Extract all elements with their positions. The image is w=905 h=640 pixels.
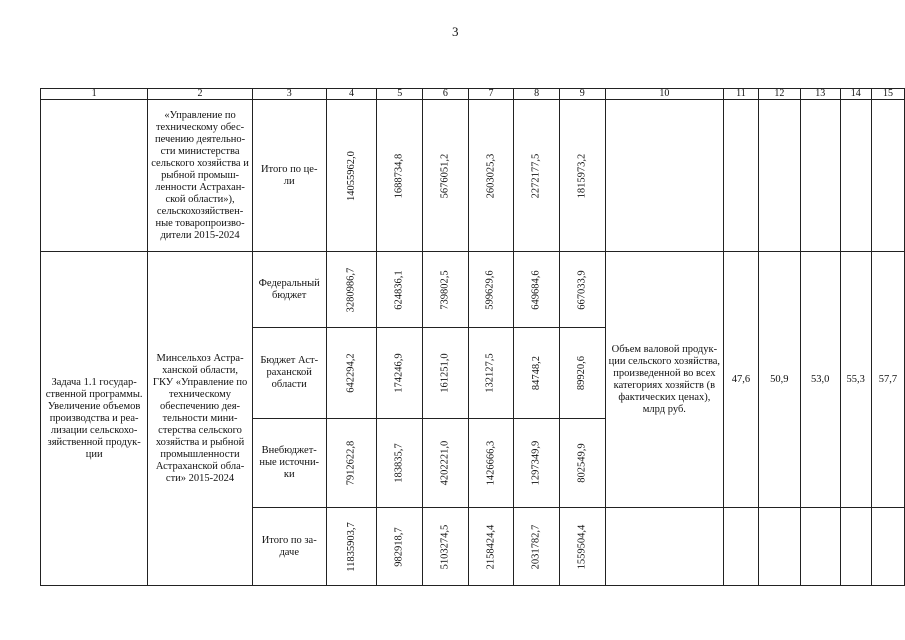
task-row-federal <box>41 252 905 328</box>
indicator-value: 55,3 <box>846 373 865 385</box>
funding-value: 4202221,0 <box>439 440 451 486</box>
funding-value: 982918,7 <box>393 526 405 567</box>
funding-value: 642294,2 <box>345 353 357 393</box>
header-cell: 3 <box>252 89 326 100</box>
goal-value: 1815973,2 <box>576 153 588 198</box>
funding-source: Федеральный бюджет <box>258 277 320 301</box>
funding-value: 599629,6 <box>485 269 497 310</box>
funding-value: 1426666,3 <box>485 440 497 486</box>
header-row <box>41 89 905 100</box>
funding-value: 3280986,7 <box>345 267 357 312</box>
funding-value: 7912622,8 <box>345 440 357 486</box>
header-cell: 9 <box>559 89 605 100</box>
indicator-value: 47,6 <box>731 373 751 385</box>
header-cell: 11 <box>724 89 759 100</box>
funding-value: 11835903,7 <box>345 521 357 572</box>
page-number: 3 <box>452 24 459 39</box>
funding-value: 132127,5 <box>485 353 497 393</box>
funding-value: 5103274,5 <box>439 524 451 569</box>
header-cell: 5 <box>377 89 423 100</box>
goal-value: 5676051,2 <box>439 153 451 198</box>
goal-value: 2272177,5 <box>530 153 542 198</box>
funding-value: 624836,1 <box>393 269 405 310</box>
header-cell: 7 <box>468 89 514 100</box>
funding-value: 739802,5 <box>439 269 451 310</box>
indicator-value: 57,7 <box>878 373 898 385</box>
header-cell: 12 <box>758 89 800 100</box>
funding-value: 2158424,4 <box>485 524 497 569</box>
funding-value: 802549,9 <box>576 443 588 483</box>
header-cell: 4 <box>326 89 377 100</box>
funding-source: Внебюджет-ные источни-ки <box>259 445 320 480</box>
header-cell: 13 <box>800 89 840 100</box>
header-cell: 8 <box>514 89 560 100</box>
funding-value: 649684,6 <box>530 269 542 310</box>
funding-value: 89920,6 <box>576 355 588 391</box>
task-name: Задача 1.1 государ-ственной программы. Увеличение объемов производства и реа-лизации сельскохо-зяйственной продук-ции <box>45 376 143 460</box>
indicator-value: 53,0 <box>811 373 830 385</box>
indicator-name: Объем валовой продук-ции сельского хозяйства, произведенной во всех категориях хозяйств (в фактических ценах), млрд руб. <box>608 343 721 415</box>
header-cell: 2 <box>148 89 253 100</box>
header-cell: 10 <box>605 89 723 100</box>
goal-value: 1688734,8 <box>393 153 405 198</box>
funding-source: Бюджет Аст-раханской области <box>260 355 319 390</box>
funding-value: 84748,2 <box>530 355 542 391</box>
funding-value: 174246,9 <box>393 353 405 393</box>
goal-value: 14055962,0 <box>345 150 357 201</box>
task-executor: Минсельхоз Астра-ханской области, ГКУ «Управление по техническому обеспечению дея-тельности мини-стерства сельского хозяйства и рыбной промышленности Астраханской обла-сти» 2015-2024 <box>152 352 248 484</box>
funding-value: 1559504,4 <box>576 524 588 569</box>
header-cell: 14 <box>840 89 871 100</box>
header-cell: 6 <box>423 89 469 100</box>
program-table <box>40 88 905 586</box>
funding-value: 183835,7 <box>393 443 405 483</box>
indicator-value: 50,9 <box>770 373 789 385</box>
goal-executor: «Управление по техническому обес-печению деятельно-сти министерства сельского хозяйства и рыбной промыш-ленности Астрахан-ской области»), сельскохозяйствен-ные товаропроизво-дители 2015-2024 <box>151 109 249 241</box>
funding-source: Итого по за-даче <box>261 534 317 558</box>
header-cell: 15 <box>871 89 904 100</box>
goal-source: Итого по це-ли <box>260 163 318 187</box>
funding-value: 161251,0 <box>439 353 451 393</box>
funding-value: 1297349,9 <box>530 440 542 486</box>
goal-value: 2603025,3 <box>485 153 497 198</box>
goal-total-row <box>41 100 905 252</box>
funding-value: 2031782,7 <box>530 524 542 569</box>
header-cell: 1 <box>41 89 148 100</box>
funding-value: 667033,9 <box>576 269 588 310</box>
